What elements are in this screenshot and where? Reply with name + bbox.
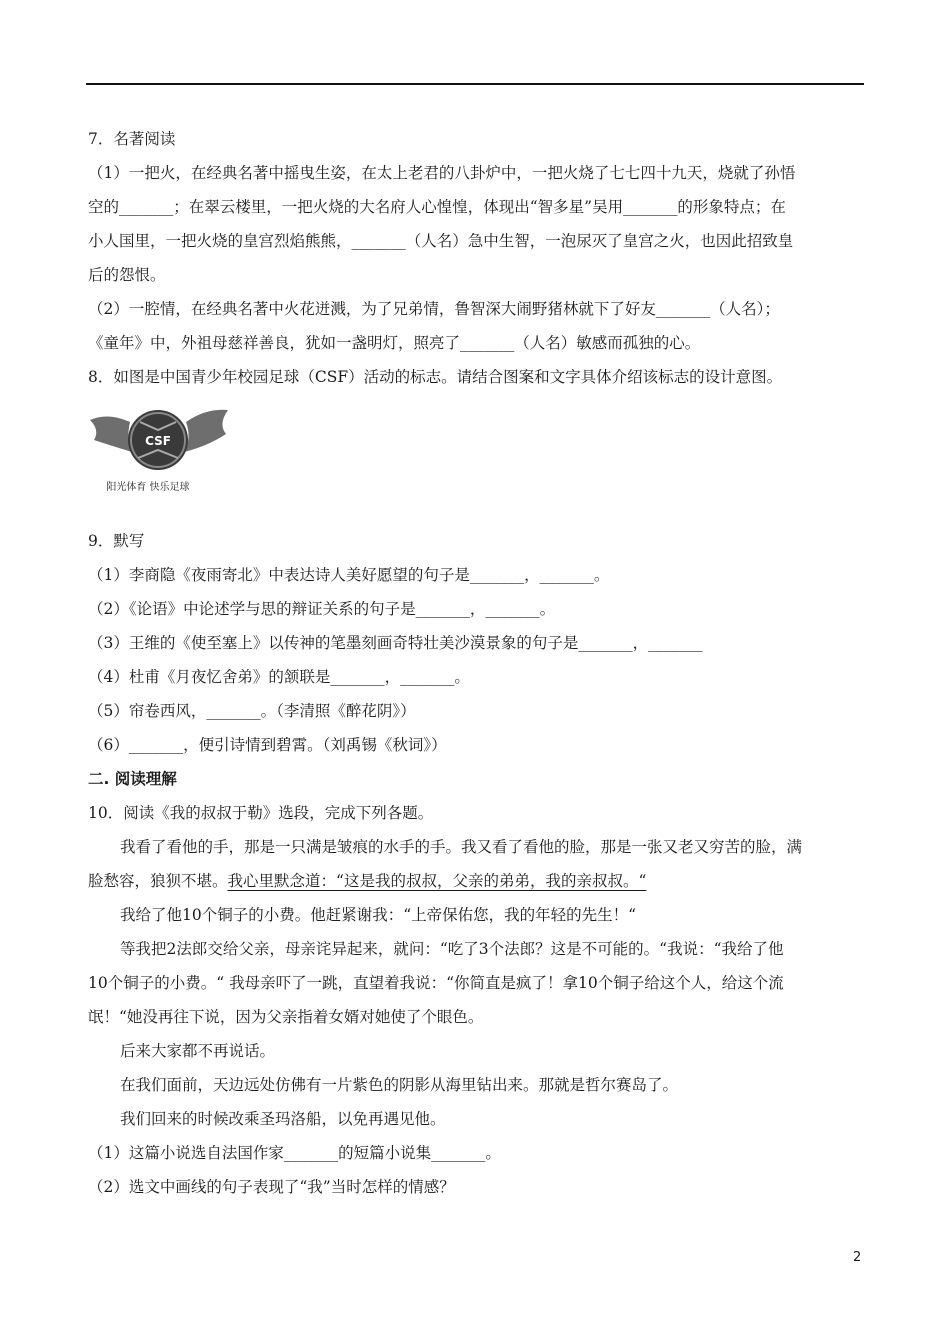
q10-para-5: 在我们面前，天边远处仿佛有一片紫色的阴影从海里钻出来。那就是哲尔赛岛了。: [120, 1076, 679, 1094]
q10-underlined-sentence: 我心里默念道：“这是我的叔叔，父亲的弟弟，我的亲叔叔。“: [227, 872, 647, 890]
q9-title: 9．默写: [88, 532, 145, 550]
q10-para-1b: [88, 864, 864, 898]
q7-title: 7．名著阅读: [88, 130, 176, 148]
csf-logo-image: [88, 400, 230, 504]
q7-line-5: （2）一腔情，在经典名著中火花迸溅，为了兄弟情，鲁智深大闹野猪林就下了好友_______（人名）；: [88, 300, 780, 318]
q10-para-3b: 10个铜子的小费。“ 我母亲吓了一跳，直望着我说：“你简直是疯了！拿10个铜子给这个人，给这个流: [88, 974, 784, 992]
q10-para-1b-text: 脸愁容，狼狈不堪。: [88, 872, 228, 890]
q7-line-2: 空的_______；在翠云楼里，一把火烧的大名府人心惶惶，体现出“智多星”吴用_______的形象特点；在: [88, 198, 786, 216]
q9-line-6: （6）_______，便引诗情到碧霄。（刘禹锡《秋词》）: [88, 736, 447, 754]
q10-sub-1: （1）这篇小说选自法国作家_______的短篇小说集_______。: [88, 1144, 501, 1162]
q10-para-1a: 我看了看他的手，那是一只满是皱痕的水手的手。我又看了看他的脸，那是一张又老又穷苦的脸，满: [120, 838, 803, 856]
csf-logo-slogan: 阳光体育 快乐足球: [106, 482, 190, 493]
q9-line-2: （2）《论语》中论述学与思的辩证关系的句子是_______，_______。: [88, 600, 556, 618]
document-body: [88, 122, 864, 1204]
q10-para-3c: 氓！“她没再往下说，因为父亲指着女婿对她使了个眼色。: [88, 1008, 484, 1026]
q9-line-1: （1）李商隐《夜雨寄北》中表达诗人美好愿望的句子是_______，_______。: [88, 566, 610, 584]
q10-sub-2: （2）选文中画线的句子表现了“我”当时怎样的情感？: [88, 1178, 455, 1196]
q7-line-6: 《童年》中，外祖母慈祥善良，犹如一盏明灯，照亮了_______（人名）敏感而孤独的心。: [88, 334, 701, 352]
q8-title: 8．如图是中国青少年校园足球（CSF）活动的标志。请结合图案和文字具体介绍该标志的设计意图。: [88, 368, 783, 386]
q10-para-2: 我给了他10个铜子的小费。他赶紧谢我：“上帝保佑您，我的年轻的先生！“: [120, 906, 637, 924]
q10-para-4: 后来大家都不再说话。: [120, 1042, 276, 1060]
header-rule: [86, 83, 864, 85]
q7-line-1: （1）一把火，在经典名著中摇曳生姿，在太上老君的八卦炉中，一把火烧了七七四十九天，烧就了孙悟: [88, 164, 796, 182]
page-number: 2: [853, 1250, 862, 1265]
q10-para-3a: 等我把2法郎交给父亲，母亲诧异起来，就问：“吃了3个法郎？这是不可能的。“我说：“我给了他: [120, 940, 784, 958]
csf-logo-text: CSF: [145, 434, 171, 448]
q7-line-3: 小人国里，一把火烧的皇宫烈焰熊熊，_______（人名）急中生智，一泡尿灭了皇宫之火，也因此招致皇: [88, 232, 794, 250]
q10-para-6: 我们回来的时候改乘圣玛洛船，以免再遇见他。: [120, 1110, 446, 1128]
q9-line-3: （3）王维的《使至塞上》以传神的笔墨刻画奇特壮美沙漠景象的句子是_______，_______: [88, 634, 703, 652]
q9-line-5: （5）帘卷西风，_______。（李清照《醉花阴》）: [88, 702, 416, 720]
csf-logo-area: [88, 394, 864, 524]
q7-line-4: 后的怨恨。: [88, 266, 166, 284]
q9-line-4: （4）杜甫《月夜忆舍弟》的颔联是_______，_______。: [88, 668, 470, 686]
q10-title: 10．阅读《我的叔叔于勒》选段，完成下列各题。: [88, 804, 434, 822]
section-2-heading: 二. 阅读理解: [88, 770, 177, 788]
